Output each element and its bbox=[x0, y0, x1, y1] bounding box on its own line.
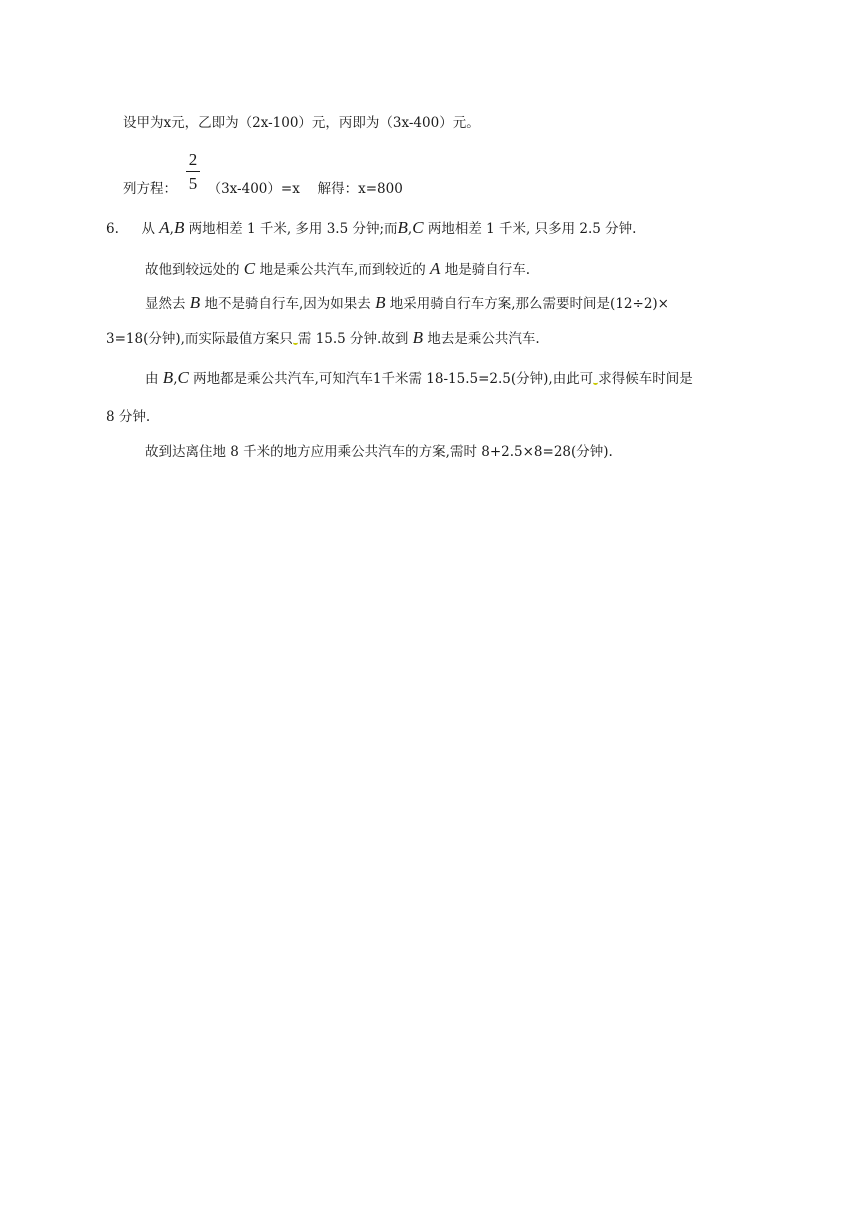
text-segment: 故到达离住地 8 千米的地方应用乘公共汽车的方案,需时 8+2.5×8=28(分钟). bbox=[145, 444, 613, 460]
equation-rest: （3x-400）=x 解得：x=800 bbox=[207, 181, 403, 197]
answer-5-setup bbox=[123, 114, 480, 132]
variable-b: B bbox=[412, 328, 424, 347]
variable-b: B bbox=[162, 368, 174, 387]
answer-6-line-2 bbox=[145, 260, 530, 279]
text-segment: 需 15.5 分钟.故到 bbox=[297, 331, 409, 347]
fraction-numerator: 2 bbox=[188, 150, 198, 169]
text-segment: 8 分钟. bbox=[106, 409, 151, 425]
text-segment: 故他到较远处的 bbox=[145, 262, 240, 278]
text-segment: 两地都是乘公共汽车,可知汽车1千米需 18-15.5=2.5(分钟),由此可 bbox=[193, 371, 594, 387]
text-segment: 地去是乘公共汽车. bbox=[427, 331, 540, 347]
variable-a: A bbox=[430, 259, 441, 278]
variable-b: B bbox=[173, 218, 185, 237]
equation-label: 列方程： bbox=[123, 181, 177, 197]
variable-c: C bbox=[177, 368, 189, 387]
text-segment: 3=18(分钟),而实际最值方案只 bbox=[106, 331, 293, 347]
fraction-denominator: 5 bbox=[188, 174, 198, 193]
variable-b: B bbox=[375, 293, 386, 312]
variable-b: B bbox=[397, 218, 408, 237]
text-segment: 地是骑自行车. bbox=[444, 262, 531, 278]
answer-6-line-5: 由 B,C 两地都是乘公共汽车,可知汽车1千米需 18-15.5=2.5(分钟),由此可 求得候车时间是 bbox=[145, 368, 693, 387]
text-segment: 地采用骑自行车方案,那么需要时间是(12÷2)× bbox=[389, 296, 669, 312]
text-segment: 由 bbox=[145, 371, 159, 387]
text-segment: 两地相差 1 千米, 只多用 2.5 分钟. bbox=[427, 221, 637, 237]
answer-6-line-4 bbox=[106, 329, 540, 348]
answer-6-line-3 bbox=[145, 294, 669, 313]
answer-5-equation bbox=[123, 180, 403, 198]
question-number: 6. bbox=[106, 221, 119, 237]
fraction-bar bbox=[186, 171, 200, 172]
text-segment: 地不是骑自行车,因为如果去 bbox=[204, 296, 371, 312]
variable-a: A bbox=[159, 218, 170, 237]
variable-c: C bbox=[412, 218, 424, 237]
answer-6-line-7 bbox=[145, 443, 613, 461]
text-segment: 求得候车时间是 bbox=[598, 371, 693, 387]
text-segment: 地是乘公共汽车,而到较近的 bbox=[259, 262, 426, 278]
text-segment: 从 bbox=[141, 221, 155, 237]
text-segment: 显然去 bbox=[145, 296, 186, 312]
setup-text: 设甲为x元，乙即为（2x-100）元，丙即为（3x-400）元。 bbox=[123, 115, 480, 131]
variable-c: C bbox=[243, 259, 256, 278]
variable-b: B bbox=[189, 293, 201, 312]
answer-6-line-6 bbox=[106, 408, 150, 426]
answer-6-line-1: 6. 从 A,B 两地相差 1 千米, 多用 3.5 分钟;而B,C 两地相差 1 千米, 只多用 2.5 分钟. bbox=[106, 218, 637, 237]
text-segment: 两地相差 1 千米, 多用 3.5 分钟;而 bbox=[188, 221, 398, 237]
